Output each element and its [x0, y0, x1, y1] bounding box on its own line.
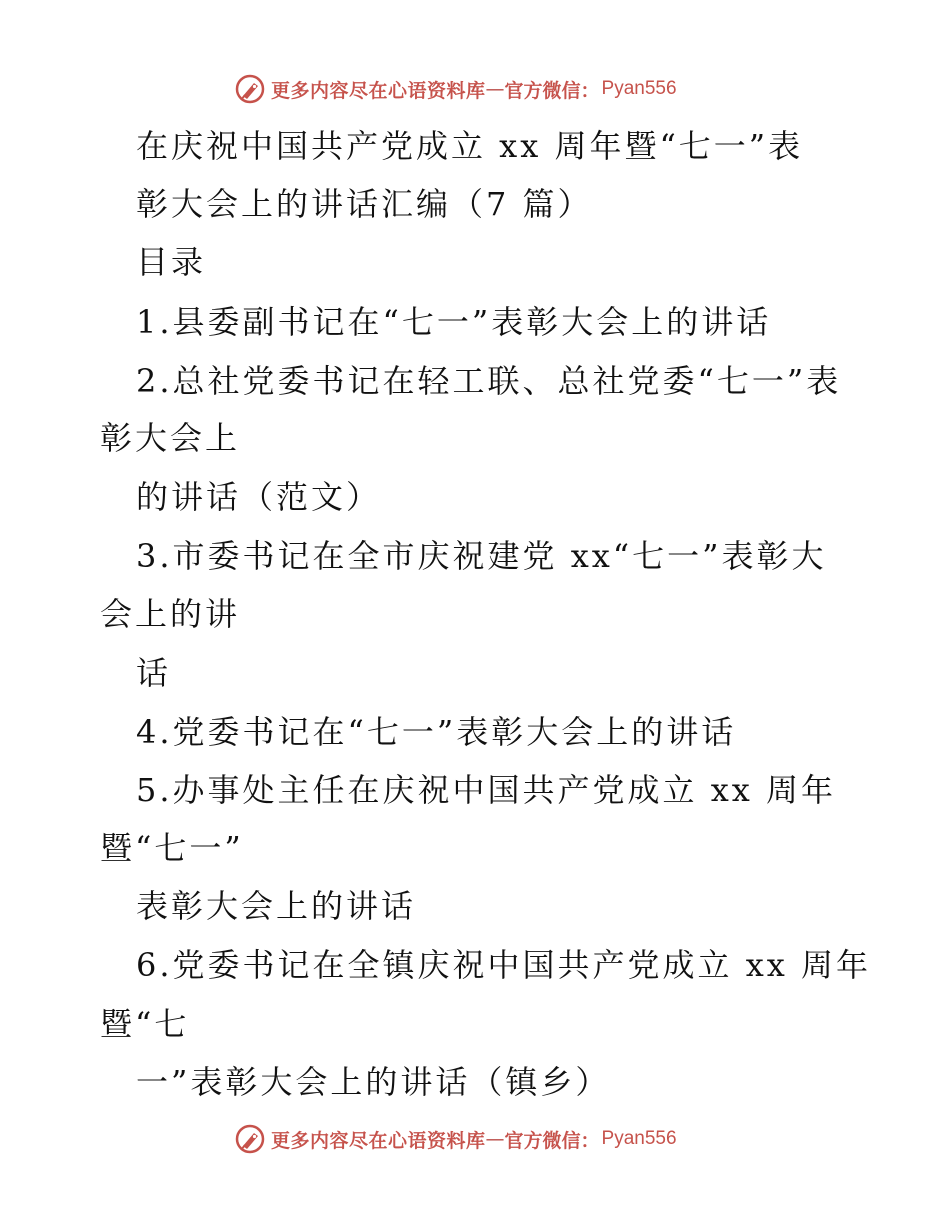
toc-heading: 目录 — [136, 243, 207, 281]
banner-promo-text: 更多内容尽在心语资料库 — [271, 79, 486, 102]
toc-item-5: 5.办事处主任在庆祝中国共产党成立 xx 周年 — [136, 771, 836, 809]
toc-item-3-cont: 话 — [136, 654, 172, 692]
toc-item-1: 1.县委副书记在“七一”表彰大会上的讲话 — [136, 303, 772, 341]
banner-wechat-id: Pyan556 — [601, 1128, 677, 1149]
toc-item-2-cont: 彰大会上 — [100, 419, 241, 457]
document-title-line-2: 彰大会上的讲话汇编（7 篇） — [136, 185, 593, 223]
banner-promo-text: 更多内容尽在心语资料库 — [271, 1129, 486, 1152]
banner-wechat-label: 官方微信： — [504, 79, 600, 102]
banner-wechat-id: Pyan556 — [601, 78, 677, 99]
toc-item-6: 6.党委书记在全镇庆祝中国共产党成立 xx 周年 — [136, 946, 871, 984]
banner-separator: — — [485, 1128, 505, 1150]
toc-item-2: 2.总社党委书记在轻工联、总社党委“七一”表 — [136, 362, 842, 400]
toc-item-5-cont: 暨“七一” — [100, 829, 244, 867]
banner-wechat-label: 官方微信： — [504, 1129, 600, 1152]
document-title-line-1: 在庆祝中国共产党成立 xx 周年暨“七一”表 — [136, 127, 804, 165]
banner-separator: — — [485, 78, 505, 100]
toc-item-6-cont: 暨“七 — [100, 1005, 190, 1043]
toc-item-2-cont: 的讲话（范文） — [136, 478, 382, 516]
pen-nib-logo-icon — [235, 1124, 265, 1154]
pen-nib-logo-icon — [235, 74, 265, 104]
footer-banner — [235, 1122, 735, 1156]
toc-item-4: 4.党委书记在“七一”表彰大会上的讲话 — [136, 713, 737, 751]
header-banner — [235, 72, 735, 106]
toc-item-3-cont: 会上的讲 — [100, 595, 241, 633]
toc-item-6-cont: 一”表彰大会上的讲话（镇乡） — [136, 1063, 611, 1101]
toc-item-5-cont: 表彰大会上的讲话 — [136, 887, 417, 925]
toc-item-3: 3.市委书记在全市庆祝建党 xx“七一”表彰大 — [136, 537, 827, 575]
